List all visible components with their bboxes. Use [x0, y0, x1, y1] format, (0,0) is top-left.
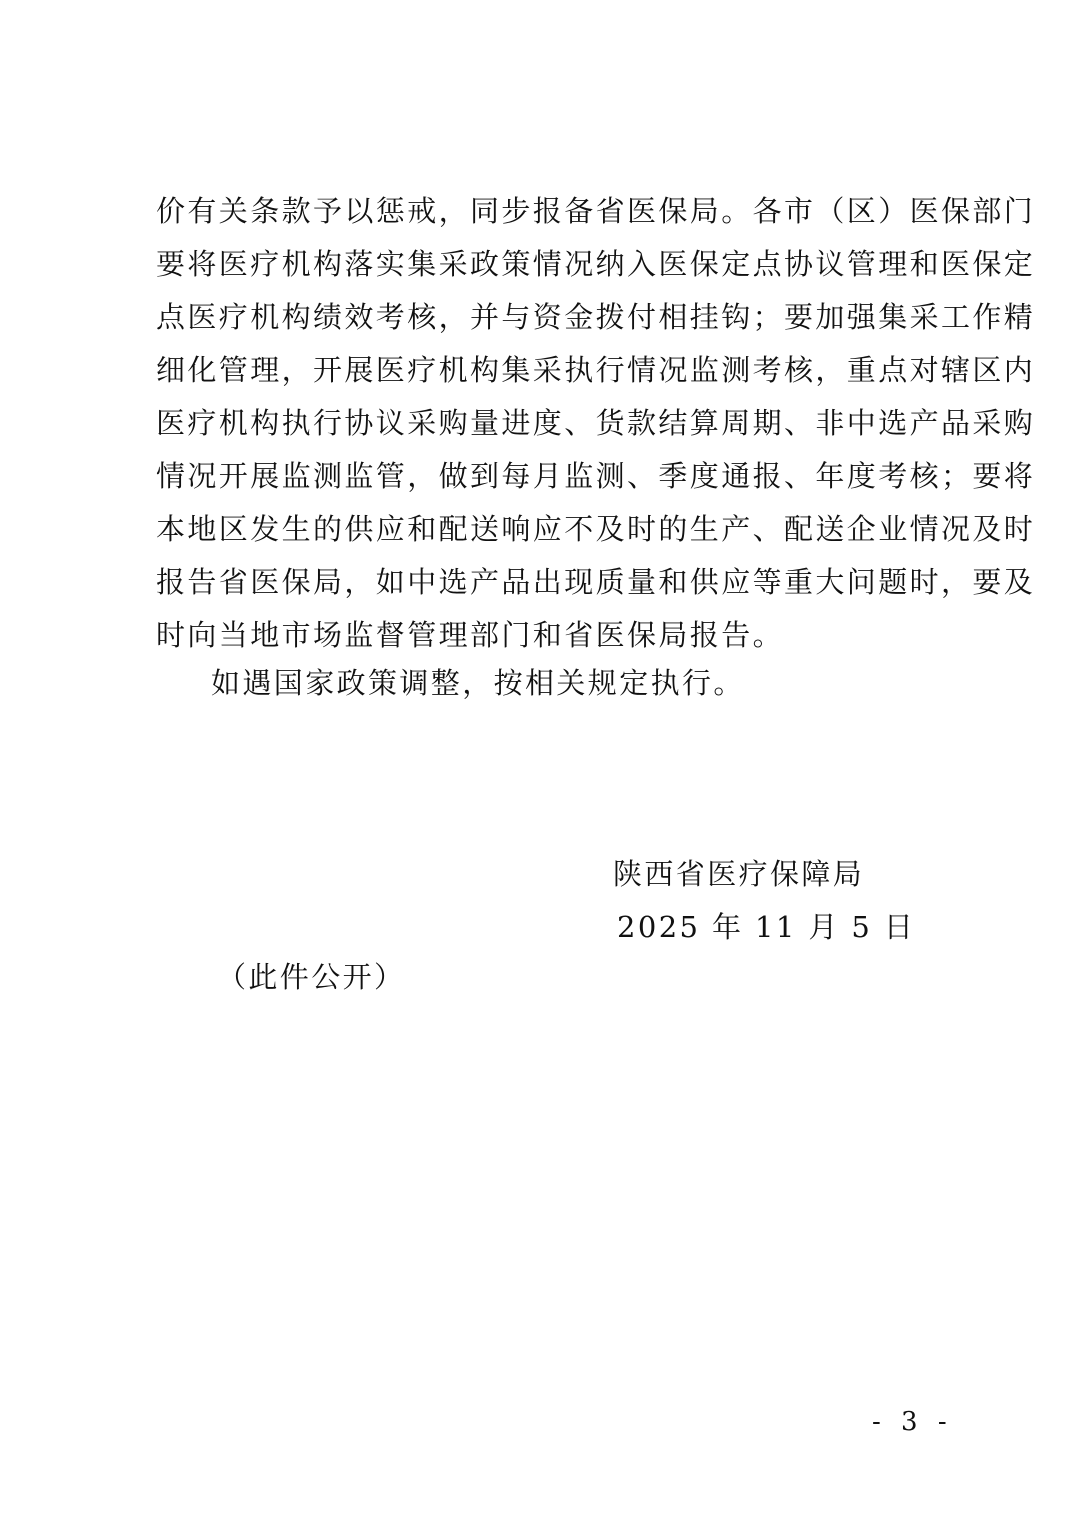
paragraph-line: 本地区发生的供应和配送响应不及时的生产、配送企业情况及时	[156, 512, 1036, 546]
body-paragraph	[211, 657, 1011, 710]
paragraph-line: 点医疗机构绩效考核，并与资金拨付相挂钩；要加强集采工作精	[156, 300, 1036, 334]
signature-date: 2025 年 11 月 5 日	[617, 910, 916, 944]
disclosure-note: （此件公开）	[217, 960, 406, 994]
paragraph-line: 要将医疗机构落实集采政策情况纳入医保定点协议管理和医保定	[156, 247, 1036, 281]
paragraph-line: 报告省医保局，如中选产品出现质量和供应等重大问题时，要及	[156, 565, 1036, 599]
paragraph-line: 情况开展监测监管，做到每月监测、季度通报、年度考核；要将	[156, 459, 1036, 493]
page-number: - 3 -	[872, 1407, 953, 1437]
paragraph-line: 价有关条款予以惩戒，同步报备省医保局。各市（区）医保部门	[156, 194, 1036, 228]
paragraph-line: 细化管理，开展医疗机构集采执行情况监测考核，重点对辖区内	[156, 353, 1036, 387]
paragraph-line: 时向当地市场监督管理部门和省医保局报告。	[156, 618, 785, 652]
body-paragraph	[156, 185, 1036, 662]
signature-organization: 陕西省医疗保障局	[613, 857, 865, 891]
paragraph-line: 如遇国家政策调整，按相关规定执行。	[211, 666, 745, 700]
paragraph-line: 医疗机构执行协议采购量进度、货款结算周期、非中选产品采购	[156, 406, 1036, 440]
